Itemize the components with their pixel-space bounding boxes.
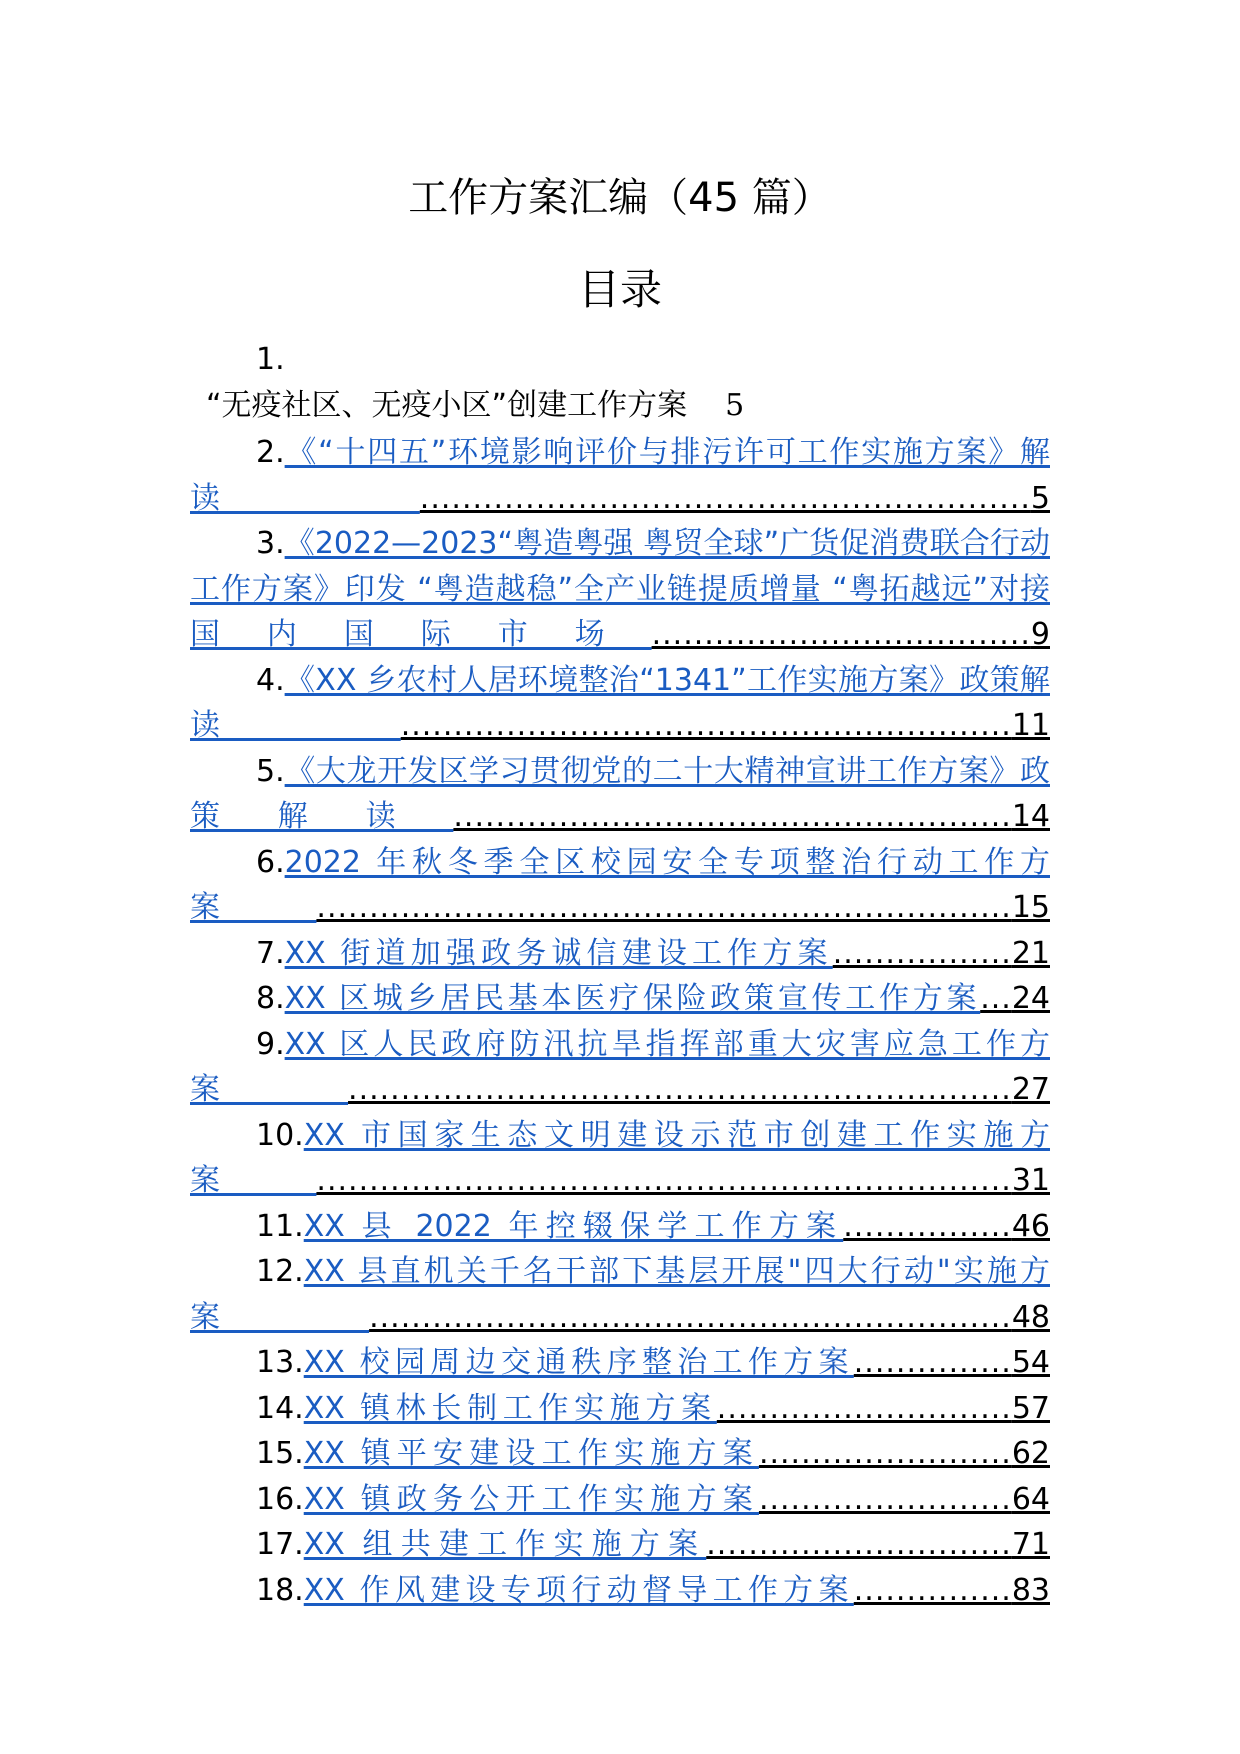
dot-leader: ................	[843, 1208, 1012, 1244]
toc-entry-number: 14.	[256, 1390, 304, 1426]
toc-entry-number: 7.	[256, 935, 285, 971]
toc-entry-link[interactable]: 2022 年秋冬季全区校园安全专项整治行动工作方案	[190, 844, 1050, 925]
table-of-contents	[190, 338, 1050, 1613]
toc-entry-17[interactable]	[190, 1522, 1050, 1568]
dot-leader: ..........................................................	[400, 708, 1012, 743]
toc-entry-13[interactable]	[190, 1340, 1050, 1386]
toc-entry-number: 16.	[256, 1481, 304, 1517]
toc-entry-page: 48	[1011, 1299, 1050, 1335]
toc-entry-8[interactable]	[190, 976, 1050, 1022]
dot-leader: .....................................................	[453, 799, 1012, 834]
toc-entry-page: 64	[1011, 1481, 1050, 1517]
toc-entry-16[interactable]	[190, 1477, 1050, 1523]
toc-entry-number: 9.	[256, 1026, 285, 1062]
dot-leader: ...	[980, 981, 1012, 1016]
toc-entry-link[interactable]: XX 街道加强政务诚信建设工作方案	[284, 935, 833, 971]
dot-leader: .................	[832, 935, 1012, 971]
dot-leader: ............................	[716, 1390, 1012, 1426]
dot-leader: .............................................................	[369, 1299, 1012, 1335]
toc-list	[190, 430, 1050, 1613]
toc-entry-link[interactable]: XX 县 2022 年控辍保学工作方案	[303, 1208, 844, 1244]
toc-entry-page: 15	[1011, 890, 1050, 925]
dot-leader: ..................................................................	[316, 1163, 1012, 1198]
toc-entry-number: 10.	[256, 1117, 304, 1153]
toc-entry-page: 31	[1011, 1163, 1050, 1198]
toc-entry-9[interactable]	[190, 1022, 1050, 1113]
toc-entry-link[interactable]: 《“十四五”环境影响评价与排污许可工作实施方案》解读	[190, 435, 1050, 516]
dot-leader: ..........................................................	[419, 480, 1031, 516]
toc-entry-12[interactable]	[190, 1249, 1050, 1340]
toc-entry-10[interactable]	[190, 1113, 1050, 1204]
toc-heading: 目录	[577, 265, 662, 314]
toc-entry-page: 27	[1011, 1072, 1050, 1107]
toc-entry-link[interactable]: XX 镇平安建设工作实施方案	[303, 1436, 759, 1471]
toc-entry-number: 15.	[256, 1436, 304, 1471]
toc-entry-link[interactable]: 《大龙开发区学习贯彻党的二十大精神宣讲工作方案》政策解读	[190, 753, 1050, 834]
toc-entry-title: “无疫社区、无疫小区”创建工作方案	[206, 388, 688, 423]
toc-entry-number: 1.	[256, 342, 285, 377]
toc-entry-1[interactable]	[190, 338, 1050, 430]
toc-entry-page: 24	[1011, 981, 1050, 1016]
toc-entry-link[interactable]: XX 县直机关千名干部下基层开展"四大行动"实施方案	[190, 1254, 1050, 1335]
toc-entry-page: 62	[1011, 1436, 1050, 1471]
toc-entry-page: 71	[1011, 1527, 1050, 1562]
toc-entry-link[interactable]: XX 区人民政府防汛抗旱指挥部重大灾害应急工作方案	[190, 1026, 1050, 1107]
dot-leader: ........................	[758, 1436, 1012, 1471]
dot-leader: ..................................................................	[316, 890, 1012, 925]
toc-entry-number: 4.	[256, 662, 285, 698]
toc-entry-number: 3.	[256, 526, 285, 561]
toc-entry-3[interactable]	[190, 521, 1050, 658]
toc-entry-number: 18.	[256, 1572, 304, 1608]
toc-entry-number: 5.	[256, 753, 285, 789]
toc-entry-4[interactable]	[190, 658, 1050, 749]
toc-entry-page: 54	[1011, 1345, 1050, 1380]
dot-leader: ...............	[853, 1345, 1012, 1380]
dot-leader: ........................	[758, 1481, 1012, 1517]
toc-entry-page: 46	[1011, 1208, 1050, 1244]
toc-entry-link[interactable]: XX 校园周边交通秩序整治工作方案	[303, 1345, 854, 1380]
toc-entry-page: 57	[1011, 1390, 1050, 1426]
toc-entry-link[interactable]: XX 镇政务公开工作实施方案	[303, 1481, 759, 1517]
toc-entry-link[interactable]: XX 组共建工作实施方案	[303, 1527, 707, 1562]
toc-entry-page: 9	[1030, 617, 1050, 652]
toc-entry-page: 83	[1011, 1572, 1050, 1608]
toc-entry-page: 14	[1011, 799, 1050, 834]
toc-entry-page: 21	[1011, 935, 1050, 971]
toc-entry-11[interactable]	[190, 1204, 1050, 1250]
toc-entry-number: 13.	[256, 1345, 304, 1380]
toc-entry-2[interactable]	[190, 430, 1050, 521]
toc-entry-link[interactable]: XX 市国家生态文明建设示范市创建工作实施方案	[190, 1117, 1050, 1198]
toc-entry-15[interactable]	[190, 1431, 1050, 1477]
toc-entry-number: 6.	[256, 844, 285, 880]
toc-entry-14[interactable]	[190, 1386, 1050, 1432]
toc-entry-link[interactable]: XX 作风建设专项行动督导工作方案	[303, 1572, 854, 1608]
toc-entry-5[interactable]	[190, 749, 1050, 840]
toc-entry-page: 5	[725, 388, 745, 423]
toc-entry-number: 11.	[256, 1208, 304, 1244]
toc-entry-18[interactable]	[190, 1568, 1050, 1614]
toc-entry-page: 11	[1011, 708, 1050, 743]
toc-entry-number: 12.	[256, 1254, 304, 1289]
toc-entry-7[interactable]	[190, 931, 1050, 977]
dot-leader: .............................	[706, 1527, 1012, 1562]
toc-entry-number: 8.	[256, 981, 285, 1016]
dot-leader: ....................................	[651, 617, 1031, 652]
toc-entry-link[interactable]: XX 区城乡居民基本医疗保险政策宣传工作方案	[284, 981, 981, 1016]
dot-leader: ...............	[853, 1572, 1012, 1608]
toc-entry-link[interactable]: 《XX 乡农村人居环境整治“1341”工作实施方案》政策解读	[190, 662, 1050, 743]
toc-entry-page: 5	[1030, 480, 1050, 516]
toc-entry-number: 2.	[256, 435, 285, 470]
document-title: 工作方案汇编（45 篇）	[408, 175, 832, 221]
toc-entry-6[interactable]	[190, 840, 1050, 931]
toc-entry-link[interactable]: XX 镇林长制工作实施方案	[303, 1390, 717, 1426]
toc-entry-number: 17.	[256, 1527, 304, 1562]
toc-entry-link[interactable]: 《2022—2023“粤造粤强 粤贸全球”广货促消费联合行动工作方案》印发 “粤造越稳”全产业链提质增量 “粤拓越远”对接国内国际市场	[190, 526, 1050, 652]
dot-leader: ...............................................................	[348, 1072, 1012, 1107]
